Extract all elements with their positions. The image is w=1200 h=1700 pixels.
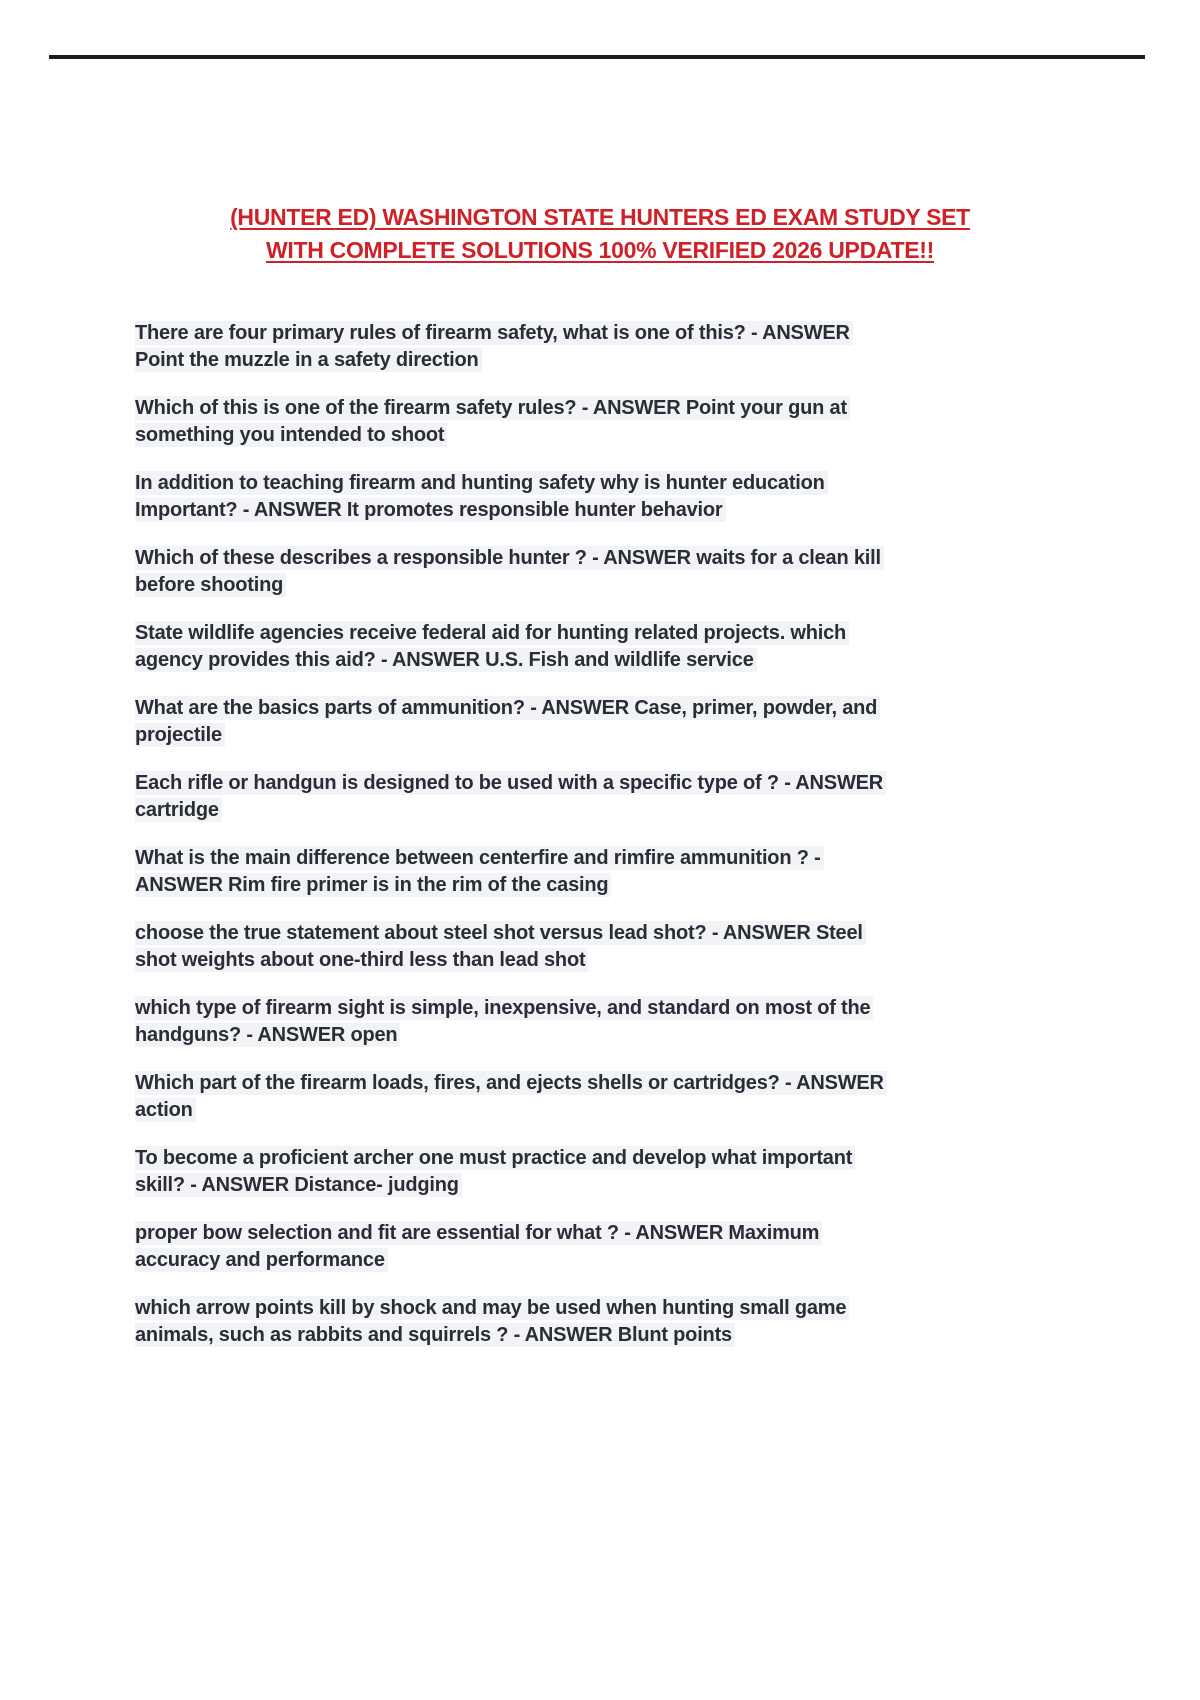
qa-line-text: Which part of the firearm loads, fires, and ejects shells or cartridges? - ANSWER bbox=[135, 1071, 887, 1095]
document-title bbox=[0, 201, 1200, 267]
qa-line bbox=[135, 845, 1085, 872]
qa-item bbox=[135, 995, 1085, 1049]
qa-line-text: animals, such as rabbits and squirrels ? - ANSWER Blunt points bbox=[135, 1323, 735, 1347]
qa-line-text: which type of firearm sight is simple, inexpensive, and standard on most of the bbox=[135, 996, 873, 1020]
qa-line bbox=[135, 497, 1085, 524]
qa-line-text: cartridge bbox=[135, 798, 222, 822]
qa-line bbox=[135, 1247, 1085, 1274]
qa-line bbox=[135, 320, 1085, 347]
qa-line bbox=[135, 920, 1085, 947]
qa-line-text: State wildlife agencies receive federal aid for hunting related projects. which bbox=[135, 621, 849, 645]
qa-line-text: shot weights about one-third less than lead shot bbox=[135, 948, 588, 972]
qa-line-text: handguns? - ANSWER open bbox=[135, 1023, 400, 1047]
qa-line bbox=[135, 722, 1085, 749]
qa-line-text: Point the muzzle in a safety direction bbox=[135, 348, 482, 372]
qa-line bbox=[135, 572, 1085, 599]
qa-line bbox=[135, 695, 1085, 722]
qa-line-text: In addition to teaching firearm and hunting safety why is hunter education bbox=[135, 471, 828, 495]
qa-item bbox=[135, 695, 1085, 749]
qa-line-text: something you intended to shoot bbox=[135, 423, 447, 447]
qa-line-text: Important? - ANSWER It promotes responsible hunter behavior bbox=[135, 498, 726, 522]
qa-line bbox=[135, 1097, 1085, 1124]
qa-line bbox=[135, 797, 1085, 824]
qa-line bbox=[135, 395, 1085, 422]
qa-line bbox=[135, 545, 1085, 572]
qa-line bbox=[135, 647, 1085, 674]
qa-line-text: skill? - ANSWER Distance- judging bbox=[135, 1173, 462, 1197]
qa-item bbox=[135, 545, 1085, 599]
qa-line bbox=[135, 1172, 1085, 1199]
qa-list bbox=[135, 320, 1085, 1370]
qa-line-text: Which of these describes a responsible hunter ? - ANSWER waits for a clean kill bbox=[135, 546, 884, 570]
qa-line bbox=[135, 770, 1085, 797]
qa-line-text: which arrow points kill by shock and may be used when hunting small game bbox=[135, 1296, 849, 1320]
qa-item bbox=[135, 1295, 1085, 1349]
qa-item bbox=[135, 920, 1085, 974]
qa-line bbox=[135, 1220, 1085, 1247]
qa-line bbox=[135, 620, 1085, 647]
qa-line-text: action bbox=[135, 1098, 196, 1122]
qa-line-text: What is the main difference between centerfire and rimfire ammunition ? - bbox=[135, 846, 824, 870]
qa-item bbox=[135, 1070, 1085, 1124]
qa-line bbox=[135, 947, 1085, 974]
qa-line bbox=[135, 1145, 1085, 1172]
qa-line bbox=[135, 422, 1085, 449]
qa-item bbox=[135, 620, 1085, 674]
qa-line bbox=[135, 1295, 1085, 1322]
qa-line-text: ANSWER Rim fire primer is in the rim of the casing bbox=[135, 873, 611, 897]
qa-line-text: choose the true statement about steel shot versus lead shot? - ANSWER Steel bbox=[135, 921, 866, 945]
qa-line-text: Which of this is one of the firearm safety rules? - ANSWER Point your gun at bbox=[135, 396, 850, 420]
qa-item bbox=[135, 770, 1085, 824]
qa-line bbox=[135, 995, 1085, 1022]
qa-item bbox=[135, 1220, 1085, 1274]
qa-line-text: projectile bbox=[135, 723, 225, 747]
qa-line-text: proper bow selection and fit are essential for what ? - ANSWER Maximum bbox=[135, 1221, 822, 1245]
qa-line-text: before shooting bbox=[135, 573, 286, 597]
qa-item bbox=[135, 1145, 1085, 1199]
qa-line bbox=[135, 347, 1085, 374]
qa-line-text: agency provides this aid? - ANSWER U.S. Fish and wildlife service bbox=[135, 648, 757, 672]
qa-line bbox=[135, 1022, 1085, 1049]
qa-item bbox=[135, 470, 1085, 524]
document-title-line2: WITH COMPLETE SOLUTIONS 100% VERIFIED 2026 UPDATE!! bbox=[266, 237, 934, 263]
qa-item bbox=[135, 845, 1085, 899]
qa-line-text: There are four primary rules of firearm safety, what is one of this? - ANSWER bbox=[135, 321, 853, 345]
qa-line-text: Each rifle or handgun is designed to be used with a specific type of ? - ANSWER bbox=[135, 771, 886, 795]
qa-line bbox=[135, 872, 1085, 899]
qa-line bbox=[135, 470, 1085, 497]
top-rule bbox=[49, 55, 1145, 59]
qa-line bbox=[135, 1070, 1085, 1097]
qa-line bbox=[135, 1322, 1085, 1349]
qa-item bbox=[135, 395, 1085, 449]
qa-line-text: accuracy and performance bbox=[135, 1248, 388, 1272]
qa-line-text: What are the basics parts of ammunition? - ANSWER Case, primer, powder, and bbox=[135, 696, 880, 720]
document-title-line1: (HUNTER ED) WASHINGTON STATE HUNTERS ED EXAM STUDY SET bbox=[230, 204, 970, 230]
qa-line-text: To become a proficient archer one must practice and develop what important bbox=[135, 1146, 855, 1170]
qa-item bbox=[135, 320, 1085, 374]
